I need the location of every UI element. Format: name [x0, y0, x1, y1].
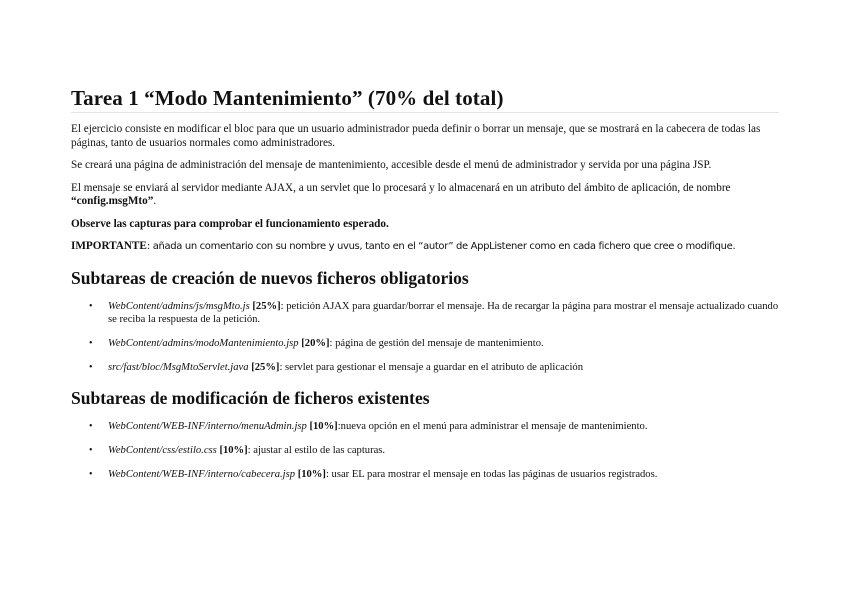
item-description: :nueva opción en el menú para administrar el mensaje de mantenimiento. [337, 420, 648, 432]
weight-percent: [25%] [252, 300, 281, 312]
file-path: WebContent/admins/js/msgMto.js [108, 300, 250, 312]
list-item [89, 468, 779, 481]
bullet-icon: • [89, 420, 93, 432]
attribute-name: “config.msgMto” [71, 195, 154, 207]
item-description: : usar EL para mostrar el mensaje en todas las páginas de usuarios registrados. [325, 468, 658, 480]
file-path: WebContent/WEB-INF/interno/cabecera.jsp [108, 468, 296, 480]
intro-paragraph: El ejercicio consiste en modificar el bloc para que un usuario administrador pueda definir o borrar un mensaje, que se mostrará en la cabecera de todas las páginas, tanto de usuarios normales como administradores. [71, 123, 761, 149]
bullet-icon: • [89, 300, 93, 312]
item-description: : ajustar al estilo de las capturas. [247, 444, 386, 456]
list-item [89, 300, 779, 326]
admin-page-paragraph: Se creará una página de administración del mensaje de mantenimiento, accesible desde el menú de administrador y servida por una página JSP. [71, 159, 712, 171]
item-description: : servlet para gestionar el mensaje a guardar en el atributo de aplicación [279, 361, 584, 373]
weight-percent: [10%] [297, 468, 326, 480]
weight-percent: [20%] [301, 337, 330, 349]
list-item [89, 444, 779, 457]
important-note [71, 240, 779, 254]
file-path: WebContent/admins/modoMantenimiento.jsp [108, 337, 299, 349]
bullet-icon: • [89, 337, 93, 349]
bullet-icon: • [89, 468, 93, 480]
item-description: : página de gestión del mensaje de mantenimiento. [329, 337, 544, 349]
modified-files-list [71, 420, 779, 481]
file-path: WebContent/WEB-INF/interno/menuAdmin.jsp [108, 420, 307, 432]
important-text: : añada un comentario con su nombre y uvus, tanto en el “autor” de AppListener como en cada fichero que cree o modifique. [146, 241, 736, 252]
list-item [89, 420, 779, 433]
section-heading-modified-files: Subtareas de modificación de ficheros existentes [71, 387, 430, 408]
list-item [89, 337, 779, 350]
weight-percent: [10%] [219, 444, 248, 456]
new-files-list [71, 300, 779, 374]
weight-percent: [10%] [309, 420, 338, 432]
file-path: WebContent/css/estilo.css [108, 444, 217, 456]
bullet-icon: • [89, 361, 93, 373]
ajax-paragraph [71, 182, 779, 209]
list-item [89, 361, 779, 374]
ajax-text-end: . [153, 195, 157, 207]
item-description: : petición AJAX para guardar/borrar el mensaje. Ha de recargar la página para mostrar el mensaje actualizado cuando se reciba la respuesta de la petición. [108, 300, 779, 325]
important-label: IMPORTANTE [71, 240, 147, 252]
bullet-icon: • [89, 444, 93, 456]
ajax-text: El mensaje se enviará al servidor mediante AJAX, a un servlet que lo procesará y lo almacenará en un atributo del ámbito de aplicación, de nombre [71, 181, 731, 194]
page-title: Tarea 1 “Modo Mantenimiento” (70% del total) [71, 86, 779, 113]
file-path: src/fast/bloc/MsgMtoServlet.java [108, 361, 249, 373]
section-heading-new-files: Subtareas de creación de nuevos ficheros obligatorios [71, 267, 469, 288]
weight-percent: [25%] [251, 361, 280, 373]
screenshots-note: Observe las capturas para comprobar el funcionamiento esperado. [71, 217, 389, 230]
document-page [71, 86, 779, 492]
